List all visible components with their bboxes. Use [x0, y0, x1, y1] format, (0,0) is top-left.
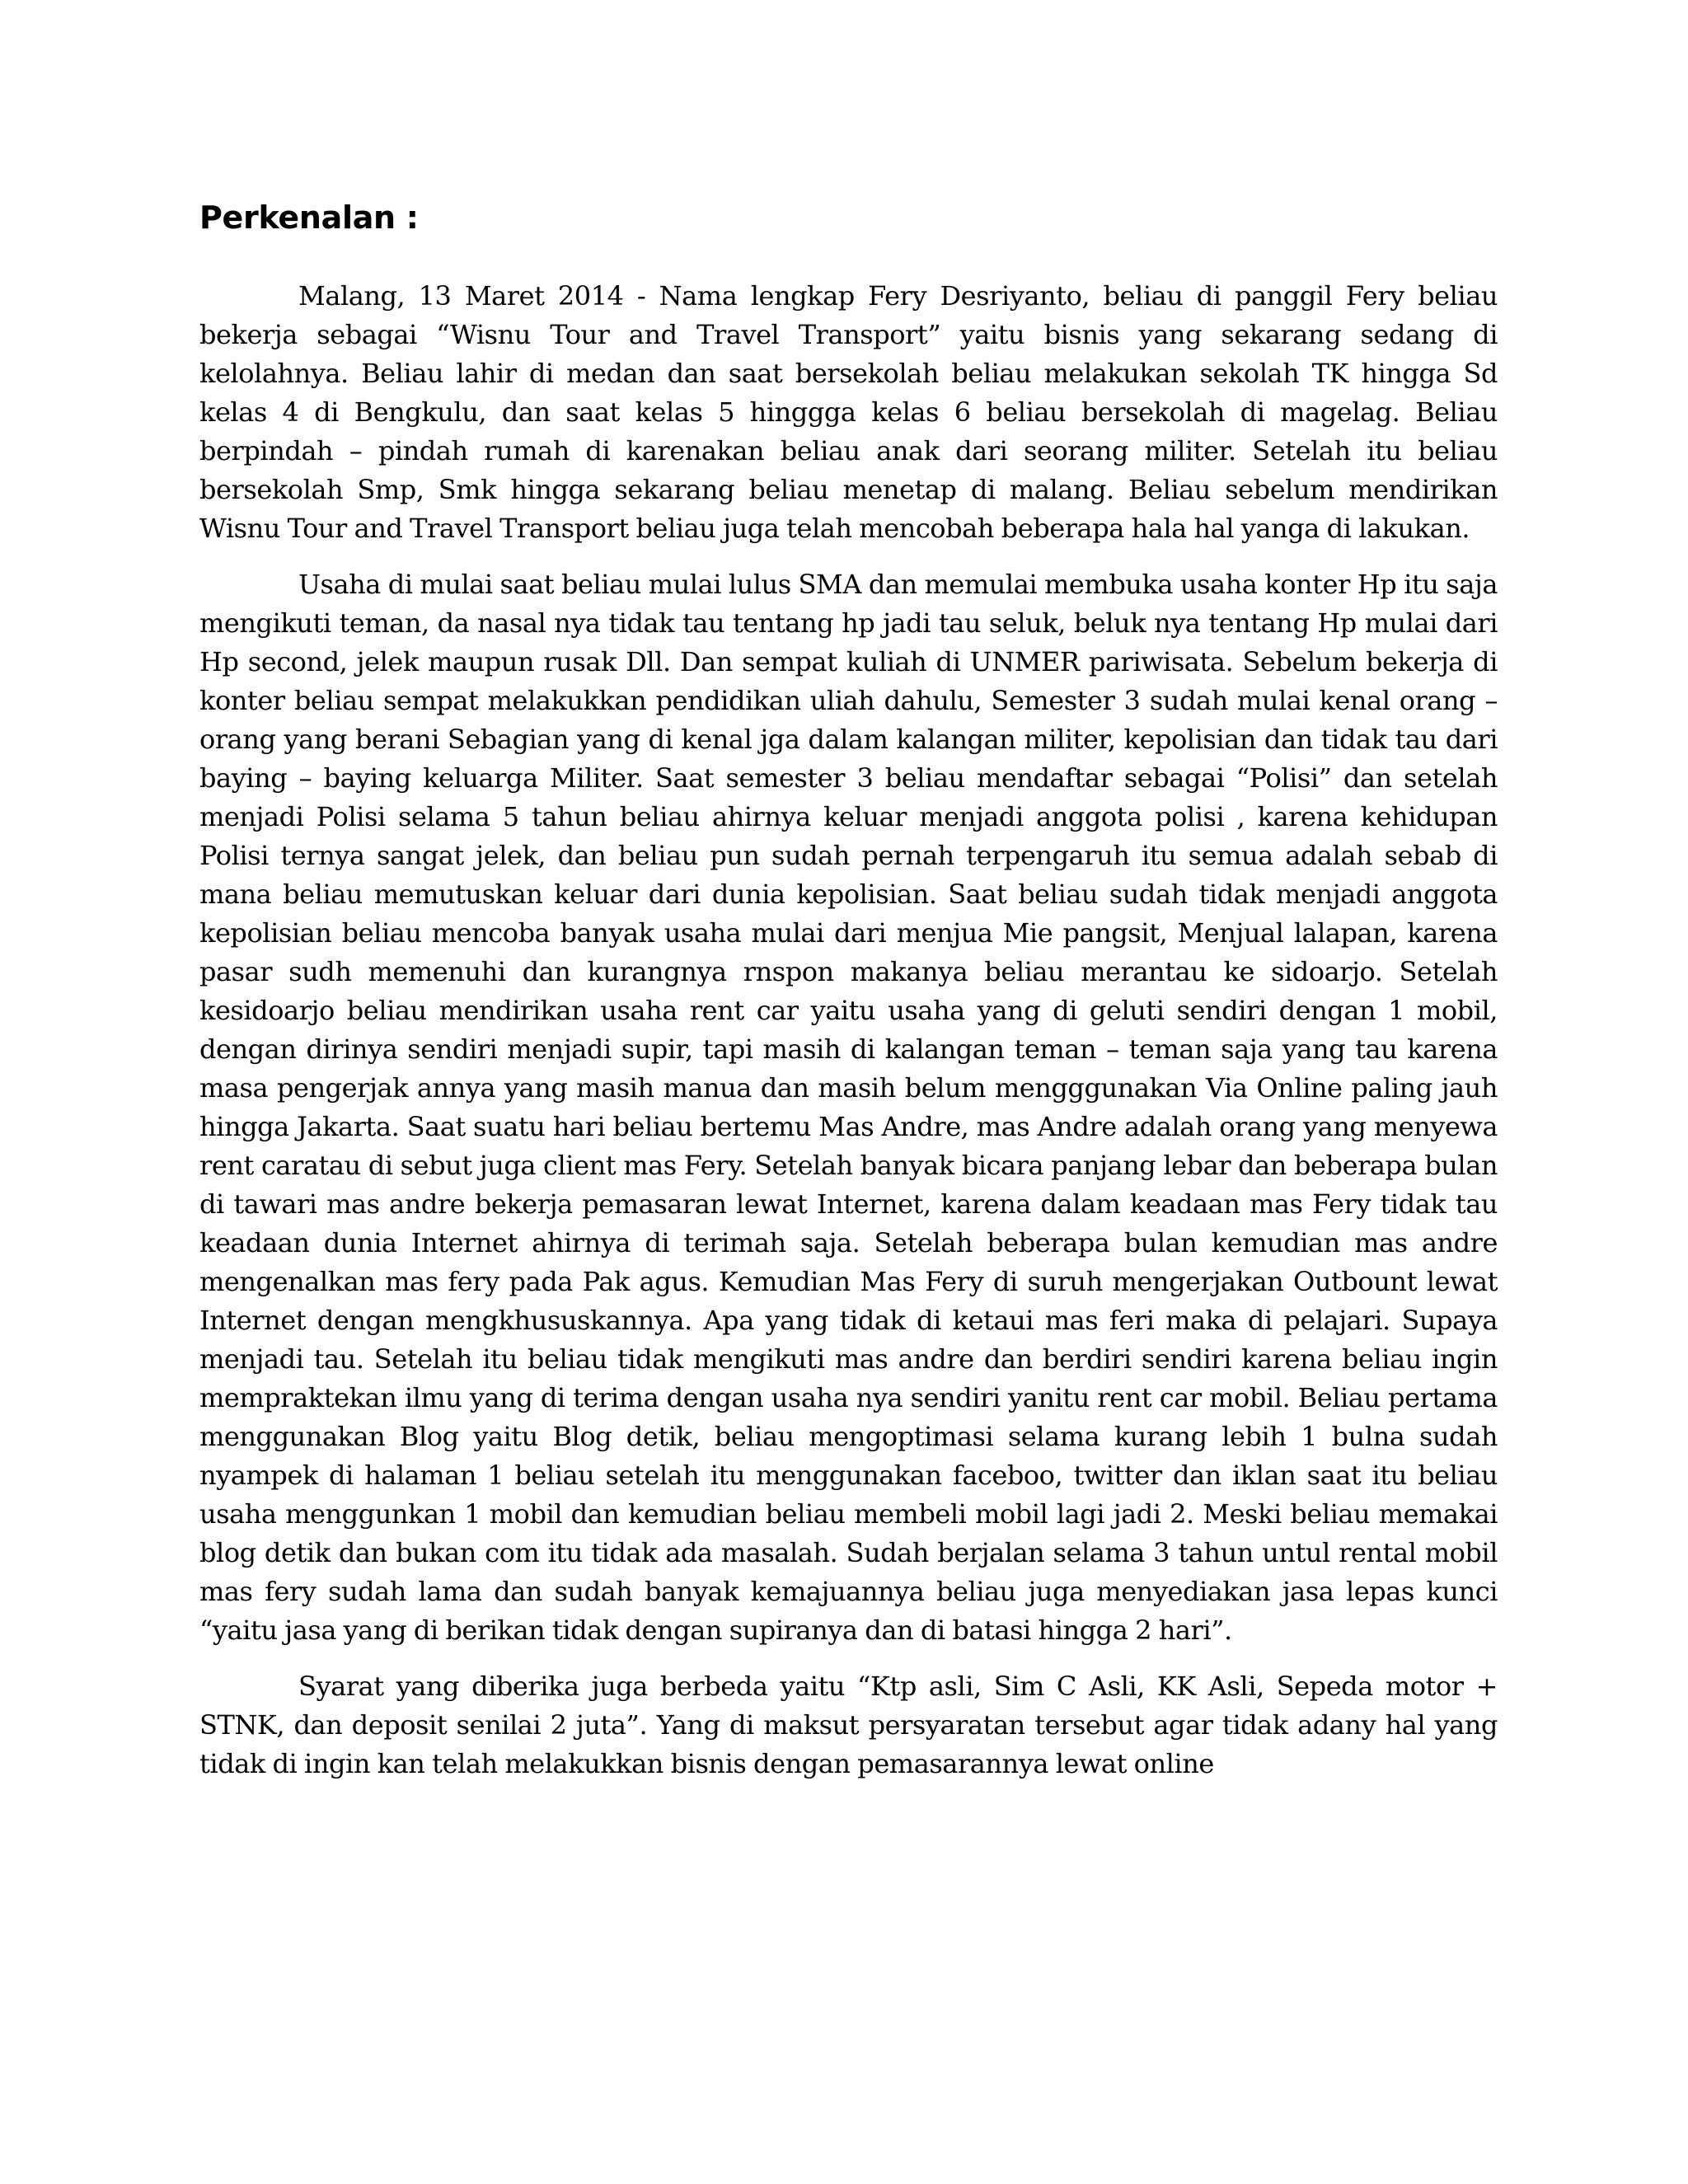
document-heading: Perkenalan : — [199, 199, 419, 236]
document-body — [199, 198, 1498, 1801]
paragraph-intro: Malang, 13 Maret 2014 - Nama lengkap Fery Desriyanto, beliau di panggil Fery beliau bekerja sebagai “Wisnu Tour and Travel Transport” yaitu bisnis yang sekarang sedang di kelolahnya. Beliau lahir di medan dan saat bersekolah beliau melakukan sekolah TK hingga Sd kelas 4 di Bengkulu, dan saat kelas 5 hinggga kelas 6 beliau bersekolah di magelag. Beliau berpindah – pindah rumah di karenakan beliau anak dari seorang militer. Setelah itu beliau bersekolah Smp, Smk hingga sekarang beliau menetap di malang. Beliau sebelum mendirikan Wisnu Tour and Travel Transport beliau juga telah mencobah beberapa hala hal yanga di lakukan. — [199, 280, 1498, 544]
paragraph-business-history: Usaha di mulai saat beliau mulai lulus SMA dan memulai membuka usaha konter Hp itu saja mengikuti teman, da nasal nya tidak tau tentang hp jadi tau seluk, beluk nya tentang Hp mulai dari Hp second, jelek maupun rusak Dll. Dan sempat kuliah di UNMER pariwisata. Sebelum bekerja di konter beliau sempat melakukkan pendidikan uliah dahulu, Semester 3 sudah mulai kenal orang – orang yang berani Sebagian yang di kenal jga dalam kalangan militer, kepolisian dan tidak tau dari baying – baying keluarga Militer. Saat semester 3 beliau mendaftar sebagai “Polisi” dan setelah menjadi Polisi selama 5 tahun beliau ahirnya keluar menjadi anggota polisi , karena kehidupan Polisi ternya sangat jelek, dan beliau pun sudah pernah terpengaruh itu semua adalah sebab di mana beliau memutuskan keluar dari dunia kepolisian. Saat beliau sudah tidak menjadi anggota kepolisian beliau mencoba banyak usaha mulai dari menjua Mie pangsit, Menjual lalapan, karena pasar sudh memenuhi dan kurangnya rnspon makanya beliau merantau ke sidoarjo. Setelah kesidoarjo beliau mendirikan usaha rent car yaitu usaha yang di geluti sendiri dengan 1 mobil, dengan dirinya sendiri menjadi supir, tapi masih di kalangan teman – teman saja yang tau karena masa pengerjak annya yang masih manua dan masih belum mengggunakan Via Online paling jauh hingga Jakarta. Saat suatu hari beliau bertemu Mas Andre, mas Andre adalah orang yang menyewa rent caratau di sebut juga client mas Fery. Setelah banyak bicara panjang lebar dan beberapa bulan di tawari mas andre bekerja pemasaran lewat Internet, karena dalam keadaan mas Fery tidak tau keadaan dunia Internet ahirnya di terimah saja. Setelah beberapa bulan kemudian mas andre mengenalkan mas fery pada Pak agus. Kemudian Mas Fery di suruh mengerjakan Outbount lewat Internet dengan mengkhususkannya. Apa yang tidak di ketaui mas feri maka di pelajari. Supaya menjadi tau. Setelah itu beliau tidak mengikuti mas andre dan berdiri sendiri karena beliau ingin mempraktekan ilmu yang di terima dengan usaha nya sendiri yanitu rent car mobil. Beliau pertama menggunakan Blog yaitu Blog detik, beliau mengoptimasi selama kurang lebih 1 bulna sudah nyampek di halaman 1 beliau setelah itu menggunakan faceboo, twitter dan iklan saat itu beliau usaha menggunkan 1 mobil dan kemudian beliau membeli mobil lagi jadi 2. Meski beliau memakai blog detik dan bukan com itu tidak ada masalah. Sudah berjalan selama 3 tahun untul rental mobil mas fery sudah lama dan sudah banyak kemajuannya beliau juga menyediakan jasa lepas kunci “yaitu jasa yang di berikan tidak dengan supiranya dan di batasi hingga 2 hari”. — [199, 569, 1498, 1646]
paragraph-requirements: Syarat yang diberika juga berbeda yaitu “Ktp asli, Sim C Asli, KK Asli, Sepeda motor + STNK, dan deposit senilai 2 juta”. Yang di maksut persyaratan tersebut agar tidak adany hal yang tidak di ingin kan telah melakukkan bisnis dengan pemasarannya lewat online — [199, 1671, 1498, 1779]
